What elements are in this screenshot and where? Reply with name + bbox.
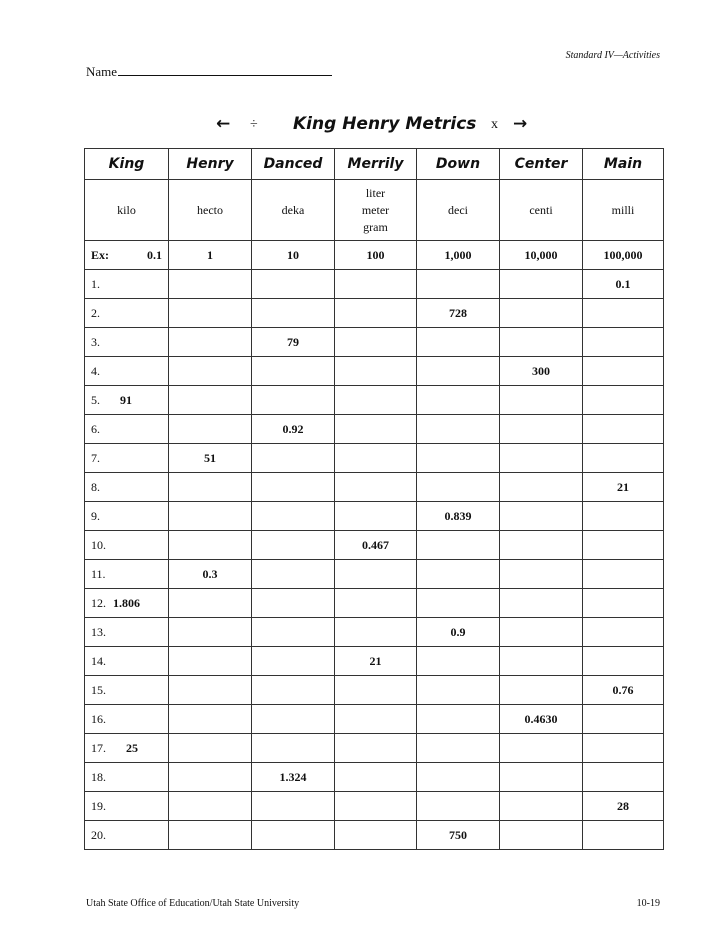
answer-cell	[583, 531, 664, 560]
problem-row	[85, 763, 664, 792]
problem-row	[85, 473, 664, 502]
problem-number: 13.	[91, 624, 106, 639]
table-header-row	[85, 149, 664, 180]
answer-cell	[169, 705, 252, 734]
answer-cell	[335, 299, 417, 328]
answer-cell	[335, 502, 417, 531]
answer-cell	[583, 734, 664, 763]
column-header-1: Henry	[169, 149, 252, 180]
answer-cell	[417, 560, 500, 589]
problem-number: 19.	[91, 798, 106, 813]
problem-number-cell	[85, 647, 169, 676]
example-cell-0	[85, 241, 169, 270]
prefix-cell-2	[252, 180, 335, 241]
problem-number-cell	[85, 357, 169, 386]
column-header-2: Danced	[252, 149, 335, 180]
answer-cell	[583, 299, 664, 328]
prefix-cell-1	[169, 180, 252, 241]
answer-cell	[583, 415, 664, 444]
answer-cell	[252, 473, 335, 502]
answer-cell	[583, 647, 664, 676]
answer-cell	[500, 502, 583, 531]
answer-cell	[169, 763, 252, 792]
problem-number: 14.	[91, 653, 106, 668]
given-value: 51	[169, 444, 252, 473]
prefix-cell-4	[417, 180, 500, 241]
answer-cell	[252, 444, 335, 473]
answer-cell	[583, 589, 664, 618]
problem-number: 10.	[91, 537, 106, 552]
given-value: 0.467	[335, 531, 417, 560]
problem-row	[85, 386, 664, 415]
standard-label: Standard IV—Activities	[565, 50, 660, 61]
column-header-3: Merrily	[335, 149, 417, 180]
problem-number: 8.	[91, 479, 100, 494]
answer-cell	[500, 328, 583, 357]
given-value: 0.1	[583, 270, 664, 299]
given-value: 1.806	[113, 595, 140, 610]
problem-row	[85, 299, 664, 328]
page-number: 10-19	[636, 898, 660, 909]
problem-row	[85, 792, 664, 821]
prefix-cell-5	[500, 180, 583, 241]
answer-cell	[500, 676, 583, 705]
answer-cell	[169, 647, 252, 676]
given-value: 0.9	[417, 618, 500, 647]
problem-row	[85, 328, 664, 357]
problem-row	[85, 734, 664, 763]
answer-cell	[335, 357, 417, 386]
answer-cell	[252, 647, 335, 676]
example-value: 0.1	[147, 247, 162, 262]
answer-cell	[335, 444, 417, 473]
answer-cell	[583, 328, 664, 357]
answer-cell	[335, 618, 417, 647]
problem-number: 4.	[91, 363, 100, 378]
problem-row	[85, 415, 664, 444]
answer-cell	[335, 589, 417, 618]
answer-cell	[335, 270, 417, 299]
answer-cell	[169, 589, 252, 618]
prefix-text: hecto	[197, 202, 223, 217]
problem-row	[85, 560, 664, 589]
divide-icon: ÷	[250, 117, 258, 132]
given-value: 750	[417, 821, 500, 850]
answer-cell	[583, 705, 664, 734]
answer-cell	[417, 734, 500, 763]
answer-cell	[500, 386, 583, 415]
problem-row	[85, 705, 664, 734]
prefix-text: liter meter gram	[361, 185, 390, 234]
given-value: 0.3	[169, 560, 252, 589]
answer-cell	[417, 705, 500, 734]
given-value: 0.839	[417, 502, 500, 531]
problem-number: 16.	[91, 711, 106, 726]
answer-cell	[335, 328, 417, 357]
answer-cell	[252, 357, 335, 386]
answer-cell	[500, 270, 583, 299]
given-value: 728	[417, 299, 500, 328]
answer-cell	[335, 792, 417, 821]
answer-cell	[252, 705, 335, 734]
left-arrow-icon: ←	[216, 114, 231, 134]
problem-number: 7.	[91, 450, 100, 465]
problem-number: 18.	[91, 769, 106, 784]
example-label: Ex:	[91, 247, 109, 262]
answer-cell	[169, 386, 252, 415]
answer-cell	[252, 734, 335, 763]
answer-cell	[252, 676, 335, 705]
answer-cell	[335, 821, 417, 850]
answer-cell	[252, 386, 335, 415]
example-cell-3: 100	[335, 241, 417, 270]
answer-cell	[417, 589, 500, 618]
answer-cell	[335, 386, 417, 415]
multiply-icon: x	[491, 117, 498, 132]
answer-cell	[500, 531, 583, 560]
answer-cell	[583, 618, 664, 647]
given-value: 0.4630	[500, 705, 583, 734]
answer-cell	[500, 734, 583, 763]
problem-number-cell	[85, 560, 169, 589]
name-blank-line	[118, 64, 332, 76]
prefix-cell-3	[335, 180, 417, 241]
answer-cell	[252, 502, 335, 531]
answer-cell	[500, 792, 583, 821]
answer-cell	[500, 415, 583, 444]
answer-cell	[335, 676, 417, 705]
answer-cell	[417, 647, 500, 676]
problem-number-cell	[85, 415, 169, 444]
title-row	[0, 114, 728, 140]
answer-cell	[335, 473, 417, 502]
answer-cell	[583, 763, 664, 792]
problem-number: 17.	[91, 740, 106, 755]
answer-cell	[169, 328, 252, 357]
answer-cell	[252, 821, 335, 850]
problem-number: 1.	[91, 276, 100, 291]
column-header-4: Down	[417, 149, 500, 180]
given-value: 91	[120, 392, 132, 407]
problem-row	[85, 270, 664, 299]
problem-number: 15.	[91, 682, 106, 697]
answer-cell	[500, 473, 583, 502]
given-value: 300	[500, 357, 583, 386]
answer-cell	[169, 676, 252, 705]
answer-cell	[417, 444, 500, 473]
problem-number: 5.	[91, 392, 100, 407]
given-value: 21	[335, 647, 417, 676]
problem-number-cell	[85, 763, 169, 792]
problem-number-cell	[85, 328, 169, 357]
answer-cell	[252, 299, 335, 328]
answer-cell	[583, 502, 664, 531]
problem-row	[85, 676, 664, 705]
answer-cell	[500, 821, 583, 850]
answer-cell	[169, 502, 252, 531]
name-field	[86, 64, 332, 80]
answer-cell	[169, 357, 252, 386]
answer-cell	[252, 270, 335, 299]
answer-cell	[583, 357, 664, 386]
problem-number-cell	[85, 473, 169, 502]
prefix-text: milli	[611, 202, 635, 217]
column-header-0: King	[85, 149, 169, 180]
answer-cell	[417, 415, 500, 444]
answer-cell	[583, 821, 664, 850]
example-cell-2: 10	[252, 241, 335, 270]
answer-cell	[583, 444, 664, 473]
answer-cell	[169, 473, 252, 502]
problem-number-cell	[85, 734, 169, 763]
problem-row	[85, 357, 664, 386]
problem-number-cell	[85, 502, 169, 531]
problem-number-cell	[85, 444, 169, 473]
problem-row	[85, 444, 664, 473]
answer-cell	[252, 792, 335, 821]
problem-number: 6.	[91, 421, 100, 436]
answer-cell	[169, 734, 252, 763]
problem-number: 3.	[91, 334, 100, 349]
answer-cell	[252, 589, 335, 618]
example-cell-1: 1	[169, 241, 252, 270]
problem-number-cell	[85, 270, 169, 299]
problem-number-cell	[85, 531, 169, 560]
answer-cell	[500, 299, 583, 328]
answer-cell	[335, 560, 417, 589]
given-value: 28	[583, 792, 664, 821]
problem-row	[85, 531, 664, 560]
problem-number-cell	[85, 589, 169, 618]
problem-row	[85, 618, 664, 647]
problem-row	[85, 821, 664, 850]
answer-cell	[252, 618, 335, 647]
given-value: 1.324	[252, 763, 335, 792]
answer-cell	[417, 792, 500, 821]
problem-number-cell	[85, 299, 169, 328]
example-cell-5: 10,000	[500, 241, 583, 270]
answer-cell	[417, 357, 500, 386]
prefix-text: deka	[281, 202, 305, 217]
column-header-5: Center	[500, 149, 583, 180]
answer-cell	[417, 473, 500, 502]
answer-cell	[335, 763, 417, 792]
answer-cell	[417, 386, 500, 415]
answer-cell	[583, 386, 664, 415]
prefix-cell-0	[85, 180, 169, 241]
prefix-text: deci	[448, 202, 468, 217]
problem-number-cell	[85, 821, 169, 850]
answer-cell	[500, 444, 583, 473]
answer-cell	[417, 676, 500, 705]
example-cell-6: 100,000	[583, 241, 664, 270]
answer-cell	[583, 560, 664, 589]
problem-row	[85, 589, 664, 618]
prefix-text: kilo	[117, 202, 136, 217]
problem-number-cell	[85, 618, 169, 647]
column-header-6: Main	[583, 149, 664, 180]
answer-cell	[417, 763, 500, 792]
given-value: 21	[583, 473, 664, 502]
prefix-text: centi	[529, 202, 553, 217]
answer-cell	[500, 589, 583, 618]
answer-cell	[169, 792, 252, 821]
given-value: 25	[126, 740, 138, 755]
problem-number: 20.	[91, 827, 106, 842]
page-title: King Henry Metrics	[293, 114, 477, 134]
answer-cell	[500, 763, 583, 792]
answer-cell	[169, 415, 252, 444]
answer-cell	[335, 734, 417, 763]
answer-cell	[169, 270, 252, 299]
prefix-row	[85, 180, 664, 241]
footer-source: Utah State Office of Education/Utah State University	[86, 898, 300, 909]
answer-cell	[417, 270, 500, 299]
problem-number: 12.	[91, 595, 106, 610]
problem-number-cell	[85, 676, 169, 705]
right-arrow-icon: →	[513, 114, 528, 134]
problem-number-cell	[85, 792, 169, 821]
given-value: 0.76	[583, 676, 664, 705]
answer-cell	[252, 560, 335, 589]
given-value: 0.92	[252, 415, 335, 444]
problem-number-cell	[85, 386, 169, 415]
problem-number: 11.	[91, 566, 106, 581]
answer-cell	[500, 560, 583, 589]
answer-cell	[169, 531, 252, 560]
example-row	[85, 241, 664, 270]
answer-cell	[335, 705, 417, 734]
name-label: Name	[86, 64, 118, 79]
answer-cell	[417, 531, 500, 560]
answer-cell	[500, 647, 583, 676]
prefix-cell-6	[583, 180, 664, 241]
problem-number-cell	[85, 705, 169, 734]
answer-cell	[252, 531, 335, 560]
problem-number: 2.	[91, 305, 100, 320]
problem-number: 9.	[91, 508, 100, 523]
answer-cell	[169, 299, 252, 328]
metrics-table	[84, 148, 664, 850]
answer-cell	[169, 821, 252, 850]
answer-cell	[169, 618, 252, 647]
example-cell-4: 1,000	[417, 241, 500, 270]
problem-row	[85, 647, 664, 676]
answer-cell	[500, 618, 583, 647]
answer-cell	[335, 415, 417, 444]
given-value: 79	[252, 328, 335, 357]
problem-row	[85, 502, 664, 531]
answer-cell	[417, 328, 500, 357]
